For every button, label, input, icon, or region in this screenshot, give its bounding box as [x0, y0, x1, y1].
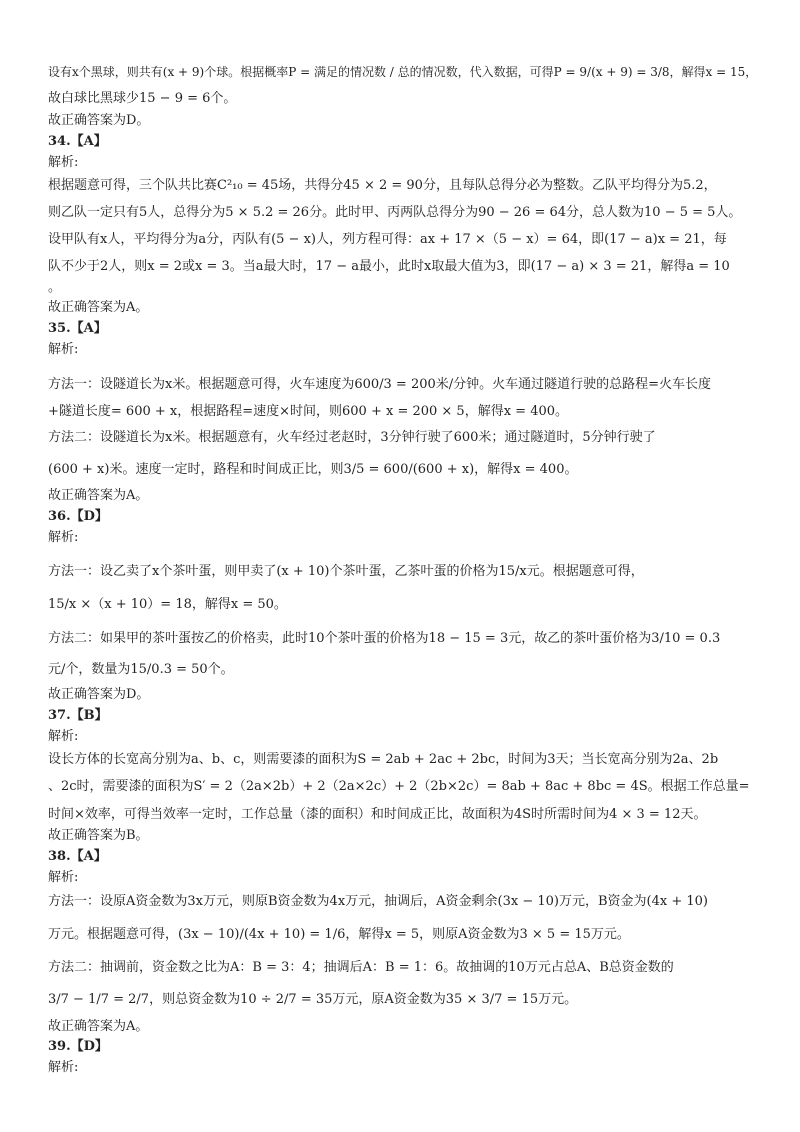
text-line: 时间×效率，可得当效率一定时，工作总量（漆的面积）和时间成正比，故面积为4S时所需时间为4 × 3 = 12天。 — [48, 807, 707, 822]
analysis-label: 解析: — [48, 870, 79, 885]
text-line: 方法二：如果甲的茶叶蛋按乙的价格卖，此时10个茶叶蛋的价格为18 − 15 = 3元，故乙的茶叶蛋价格为3/10 = 0.3 — [48, 631, 721, 646]
text-line: 故正确答案为A。 — [48, 488, 149, 503]
text-line: 元/个，数量为15/0.3 = 50个。 — [48, 662, 234, 677]
text-line: 故白球比黑球少15 − 9 = 6个。 — [48, 91, 237, 106]
text-line: 万元。根据题意可得，(3x − 10)/(4x + 10) = 1/6，解得x = 5，则原A资金数为3 × 5 = 15万元。 — [48, 927, 630, 942]
text-line: (600 + x)米。速度一定时，路程和时间成正比，则3/5 = 600/(600 + x)，解得x = 400。 — [48, 462, 578, 477]
text-line: 3/7 − 1/7 = 2/7，则总资金数为10 ÷ 2/7 = 35万元，原A资金数为35 × 3/7 = 15万元。 — [48, 992, 578, 1007]
analysis-label: 解析: — [48, 729, 79, 744]
text-line: 故正确答案为D。 — [48, 113, 150, 128]
text-line: 方法一：设隧道长为x米。根据题意可得，火车速度为600/3 = 200米/分钟。火车通过隧道行驶的总路程=火车长度 — [48, 377, 712, 392]
analysis-label: 解析: — [48, 155, 79, 170]
analysis-label: 解析: — [48, 342, 79, 357]
text-line: 故正确答案为A。 — [48, 1019, 149, 1034]
text-line: 方法一：设原A资金数为3x万元，则原B资金数为4x万元，抽调后，A资金剩余(3x − 10)万元，B资金为(4x + 10) — [48, 894, 708, 909]
analysis-label: 解析: — [48, 530, 79, 545]
text-line: 设长方体的长宽高分别为a、b、c，则需要漆的面积为S = 2ab + 2ac + 2bc，时间为3天；当长宽高分别为2a、2b — [48, 752, 719, 767]
answer-heading: 38.【A】 — [48, 849, 107, 864]
text-line: 故正确答案为A。 — [48, 300, 149, 315]
answer-heading: 36.【D】 — [48, 509, 108, 524]
answer-heading: 34.【A】 — [48, 134, 107, 149]
text-line: 故正确答案为B。 — [48, 828, 149, 843]
text-line: 方法二：抽调前，资金数之比为A：B = 3：4；抽调后A：B = 1：6。故抽调的10万元占总A、B总资金数的 — [48, 960, 674, 975]
text-line: 设甲队有x人，平均得分为a分，丙队有(5 − x)人，列方程可得：ax + 17 ×（5 − x）= 64，即(17 − a)x = 21，每 — [48, 232, 727, 247]
text-line: 、2c时，需要漆的面积为S′ = 2（2a×2b）+ 2（2a×2c）+ 2（2b×2c）= 8ab + 8ac + 8bc = 4S。根据工作总量= — [48, 779, 750, 794]
answer-heading: 39.【D】 — [48, 1039, 108, 1054]
text-line: 队不少于2人，则x = 2或x = 3。当a最大时，17 − a最小，此时x取最大值为3，即(17 − a) × 3 = 21，解得a = 10 — [48, 259, 730, 274]
text-line: 方法二：设隧道长为x米。根据题意有，火车经过老赵时，3分钟行驶了600米；通过隧道时，5分钟行驶了 — [48, 430, 656, 445]
text-line: +隧道长度= 600 + x，根据路程=速度×时间，则600 + x = 200 × 5，解得x = 400。 — [48, 404, 569, 419]
text-line: 根据题意可得，三个队共比赛C²₁₀ = 45场，共得分45 × 2 = 90分，且每队总得分必为整数。乙队平均得分为5.2， — [48, 178, 717, 193]
analysis-label: 解析: — [48, 1060, 79, 1075]
answer-heading: 37.【B】 — [48, 708, 108, 723]
text-line: 方法一：设乙卖了x个茶叶蛋，则甲卖了(x + 10)个茶叶蛋，乙茶叶蛋的价格为15/x元。根据题意可得， — [48, 564, 644, 579]
text-line: 则乙队一定只有5人，总得分为5 × 5.2 = 26分。此时甲、丙两队总得分为90 − 26 = 64分，总人数为10 − 5 = 5人。 — [48, 205, 742, 220]
text-line: 设有x个黑球，则共有(x + 9)个球。根据概率P = 满足的情况数 / 总的情况数，代入数据，可得P = 9/(x + 9) = 3/8，解得x = 15， — [48, 65, 758, 79]
text-line: 故正确答案为D。 — [48, 687, 150, 702]
text-line: 。 — [48, 280, 62, 295]
answer-heading: 35.【A】 — [48, 321, 107, 336]
text-line: 15/x ×（x + 10）= 18，解得x = 50。 — [48, 597, 287, 612]
